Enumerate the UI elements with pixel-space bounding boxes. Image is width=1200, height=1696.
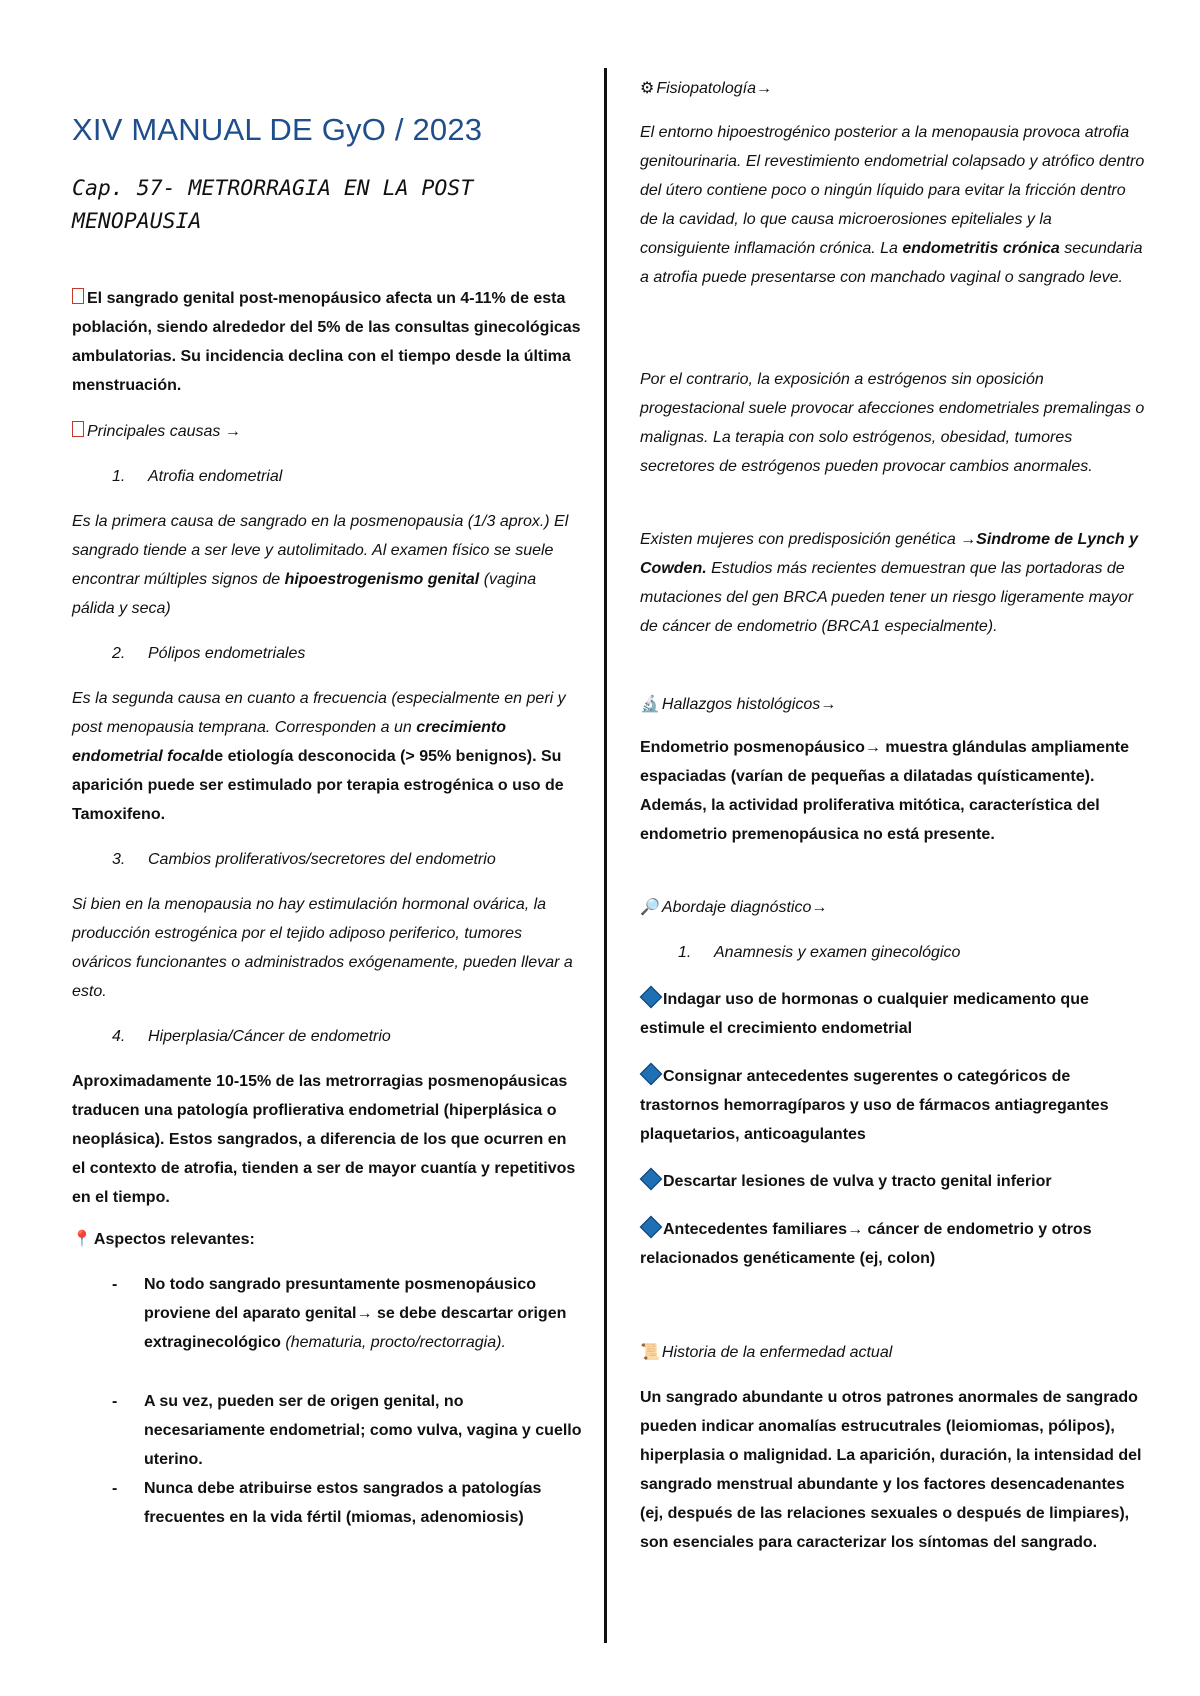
diagnostico-bullet-4: Antecedentes familiares→ cáncer de endometrio y otros relacionados genéticamente (ej, colon) — [640, 1215, 1145, 1273]
diagnostico-heading: 🔎 Abordaje diagnóstico→ — [640, 893, 1145, 922]
diamond-bullet-icon — [640, 1216, 663, 1239]
historia-heading: 📜 Historia de la enfermedad actual — [640, 1338, 1145, 1367]
pin-icon: 📍 — [72, 1231, 92, 1248]
cause-2-heading: 2. Pólipos endometriales — [112, 645, 306, 662]
fisiopatologia-paragraph-3: Existen mujeres con predisposición genética →Sindrome de Lynch y Cowden. Estudios más recientes demuestran que las portadoras de mutaciones del gen BRCA pueden tener un riesgo ligeramente mayor de cáncer de endometrio (BRCA1 especialmente). — [640, 531, 1138, 635]
diagnostico-step-1-heading: 1. Anamnesis y examen ginecológico — [678, 944, 961, 961]
cause-4-text: Aproximadamente 10-15% de las metrorragias posmenopáusicas traducen una patología proflierativa endometrial (hiperplásica o neoplásica). Estos sangrados, a diferencia de los que ocurren en el contexto de atrofia, tienden a ser de mayor cuantía y repetitivos en el tiempo. — [72, 1073, 576, 1206]
diamond-bullet-icon — [640, 1063, 663, 1086]
diamond-bullet-icon — [640, 986, 663, 1009]
aspects-heading: 📍 Aspectos relevantes: — [72, 1225, 582, 1254]
chapter-title: Cap. 57- METRORRAGIA EN LA POST MENOPAUSIA — [72, 176, 474, 234]
scroll-icon: 📜 — [640, 1344, 660, 1361]
histologia-paragraph: Endometrio posmenopáusico→ muestra glándulas ampliamente espaciadas (varían de pequeñas a dilatadas quísticamente). Además, la actividad proliferativa mitótica, característica del endometrio premenopáusica no está presente. — [640, 739, 1129, 843]
document-title: XIV MANUAL DE GyO / 2023 — [72, 112, 483, 147]
fisiopatologia-heading: ⚙ Fisiopatología→ — [640, 74, 1145, 103]
cause-2-text: Es la segunda causa en cuanto a frecuencia (especialmente en peri y post menopausia temprana. Corresponden a un crecimiento endometrial focalde etiología desconocida (> 95% benignos). Su aparición puede ser estimulado por terapia estrogénica o uso de Tamoxifeno. — [72, 690, 566, 823]
magnifier-icon: 🔎 — [640, 899, 660, 916]
microscope-icon: 🔬 — [640, 696, 660, 713]
cause-3-text: Si bien en la menopausia no hay estimulación hormonal ovárica, la producción estrogénica por el tejido adiposo periferico, tumores ováricos funcionantes o administrados exógenamente, pueden llevar a esto. — [72, 896, 573, 1000]
missing-glyph-icon — [72, 421, 84, 437]
missing-glyph-icon — [72, 288, 84, 304]
histologia-heading: 🔬 Hallazgos histológicos→ — [640, 690, 1145, 719]
diagnostico-bullet-3: Descartar lesiones de vulva y tracto genital inferior — [640, 1167, 1145, 1196]
causes-heading: Principales causas → — [72, 417, 582, 446]
diagnostico-bullet-2: Consignar antecedentes sugerentes o categóricos de trastornos hemorragíparos y uso de fármacos antiagregantes plaquetarios, anticoagulantes — [640, 1062, 1145, 1149]
cause-4-heading: 4. Hiperplasia/Cáncer de endometrio — [112, 1028, 391, 1045]
cause-1-heading: 1. Atrofia endometrial — [112, 468, 283, 485]
historia-paragraph: Un sangrado abundante u otros patrones anormales de sangrado pueden indicar anomalías estrucutrales (leiomiomas, pólipos), hiperplasia o malignidad. La aparición, duración, la intensidad del sangrado menstrual abundante y los factores desencadenantes (ej, después de las relaciones sexuales o después de limpiares), son esenciales para caracterizar los síntomas del sangrado. — [640, 1389, 1142, 1551]
cause-1-text: Es la primera causa de sangrado en la posmenopausia (1/3 aprox.) El sangrado tiende a ser leve y autolimitado. Al examen físico se suele encontrar múltiples signos de hipoestrogenismo genital (vagina pálida y seca) — [72, 513, 569, 617]
gear-icon: ⚙ — [640, 80, 655, 97]
intro-paragraph: El sangrado genital post-menopáusico afecta un 4-11% de esta población, siendo alrededor del 5% de las consultas ginecológicas ambulatorias. Su incidencia declina con el tiempo desde la última menstruación. — [72, 290, 581, 394]
diagnostico-bullet-1: Indagar uso de hormonas o cualquier medicamento que estimule el crecimiento endometrial — [640, 985, 1145, 1043]
fisiopatologia-paragraph-2: Por el contrario, la exposición a estrógenos sin oposición progestacional suele provocar afecciones endometriales premalingas o malignas. La terapia con solo estrógenos, obesidad, tumores secretores de estrógenos pueden provocar cambios anormales. — [640, 371, 1145, 475]
cause-3-heading: 3. Cambios proliferativos/secretores del endometrio — [112, 851, 496, 868]
column-divider — [604, 68, 607, 1643]
diamond-bullet-icon — [640, 1168, 663, 1191]
fisiopatologia-paragraph-1: El entorno hipoestrogénico posterior a la menopausia provoca atrofia genitourinaria. El revestimiento endometrial colapsado y atrófico dentro del útero contiene poco o ningún líquido para evitar la fricción dentro de la cavidad, lo que causa microerosiones epiteliales y la consiguiente inflamación crónica. La endometritis crónica secundaria a atrofia puede presentarse con manchado vaginal o sangrado leve. — [640, 124, 1145, 286]
